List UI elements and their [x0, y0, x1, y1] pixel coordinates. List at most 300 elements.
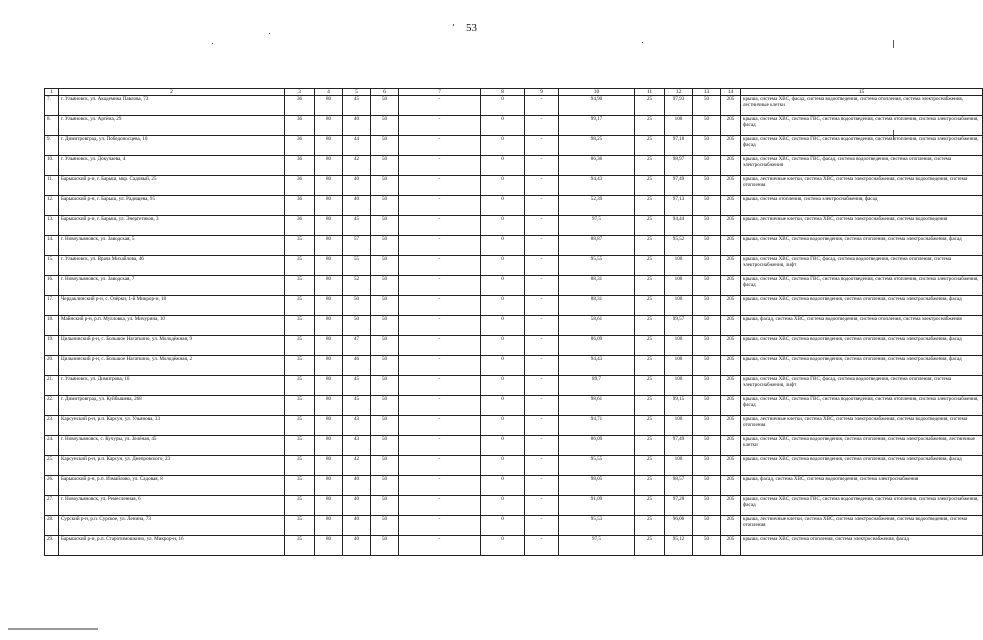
cell-addr: г. Новоульяновск, ул. Заводская, 7	[59, 276, 285, 296]
header-cell: 2	[59, 89, 285, 96]
cell-n: 18.	[45, 316, 59, 336]
cell-c8: 0	[481, 476, 525, 496]
cell-c11: 25	[635, 336, 665, 356]
cell-c4: 80	[315, 496, 343, 516]
header-cell: 3	[285, 89, 315, 96]
cell-works: крыша, система ХВС, система водоотведения, система отопления, система электроснабжения, лестничные клетки	[741, 436, 983, 456]
cell-c4: 80	[315, 316, 343, 336]
cell-c11: 25	[635, 476, 665, 496]
cell-c9: -	[525, 376, 559, 396]
cell-c11: 25	[635, 116, 665, 136]
cell-c3: 36	[285, 176, 315, 196]
cell-c8: 0	[481, 416, 525, 436]
cell-c10: 58,61	[559, 316, 635, 336]
cell-c11: 25	[635, 396, 665, 416]
cell-c4: 80	[315, 336, 343, 356]
cell-n: 16.	[45, 276, 59, 296]
cell-c13: 50	[693, 96, 721, 116]
cell-n: 29.	[45, 536, 59, 556]
header-cell: 4	[315, 89, 343, 96]
cell-c6: 50	[371, 496, 399, 516]
cell-c6: 50	[371, 316, 399, 336]
cell-c8: 0	[481, 396, 525, 416]
cell-c6: 50	[371, 416, 399, 436]
cell-c4: 80	[315, 416, 343, 436]
cell-works: крыша, система ХВС, система водоотведения, система отопления, система электроснабжения, фасад	[741, 236, 983, 256]
cell-c12: 100	[665, 276, 693, 296]
cell-c8: 0	[481, 536, 525, 556]
header-cell: 5	[343, 89, 371, 96]
cell-c4: 80	[315, 216, 343, 236]
cell-c7: -	[399, 116, 481, 136]
cell-c13: 50	[693, 536, 721, 556]
cell-c10: 91,09	[559, 496, 635, 516]
cell-c6: 50	[371, 516, 399, 536]
register-table	[44, 88, 983, 556]
cell-c7: -	[399, 96, 481, 116]
cell-c12: 96,06	[665, 516, 693, 536]
cell-c12: 98,57	[665, 476, 693, 496]
cell-c9: -	[525, 216, 559, 236]
table-row	[45, 236, 983, 256]
cell-n: 21.	[45, 376, 59, 396]
cell-c12: 100	[665, 356, 693, 376]
cell-c7: -	[399, 376, 481, 396]
cell-c9: -	[525, 276, 559, 296]
cell-c13: 50	[693, 136, 721, 156]
cell-c12: 100	[665, 296, 693, 316]
cell-c10: 94,71	[559, 416, 635, 436]
cell-c8: 0	[481, 196, 525, 216]
cell-c5: 42	[343, 456, 371, 476]
cell-addr: Барышский р-н, р.п. Измайлово, ул. Садовая, 8	[59, 476, 285, 496]
cell-c3: 35	[285, 436, 315, 456]
cell-c8: 0	[481, 356, 525, 376]
cell-c12: 97,28	[665, 496, 693, 516]
cell-c12: 97,13	[665, 196, 693, 216]
header-cell: 8	[481, 89, 525, 96]
cell-c11: 25	[635, 436, 665, 456]
table-row	[45, 336, 983, 356]
cell-addr: г. Новоульяновск, с. Кучуры, ул. Зелёная, 45	[59, 436, 285, 456]
cell-c3: 35	[285, 256, 315, 276]
header-cell: 7	[399, 89, 481, 96]
cell-c3: 35	[285, 296, 315, 316]
cell-n: 17.	[45, 296, 59, 316]
cell-c13: 50	[693, 476, 721, 496]
cell-c5: 40	[343, 196, 371, 216]
cell-c5: 50	[343, 296, 371, 316]
cell-c7: -	[399, 196, 481, 216]
cell-c10: 86,09	[559, 436, 635, 456]
cell-c6: 50	[371, 296, 399, 316]
table-row	[45, 216, 983, 236]
cell-c11: 25	[635, 496, 665, 516]
cell-c6: 50	[371, 376, 399, 396]
cell-c11: 25	[635, 376, 665, 396]
cell-works: крыша, система ХВС, система водоотведения, система отопления, система электроснабжения, фасад	[741, 296, 983, 316]
table-row	[45, 96, 983, 116]
cell-c14: 205	[721, 276, 741, 296]
cell-addr: г. Ульяновск, ул. Артёма, 29	[59, 116, 285, 136]
cell-c3: 35	[285, 456, 315, 476]
cell-c5: 43	[343, 436, 371, 456]
cell-c4: 80	[315, 256, 343, 276]
cell-c10: 88,31	[559, 276, 635, 296]
cell-c9: -	[525, 496, 559, 516]
cell-c7: -	[399, 416, 481, 436]
cell-c5: 55	[343, 256, 371, 276]
cell-c14: 205	[721, 496, 741, 516]
cell-n: 12.	[45, 196, 59, 216]
cell-c8: 0	[481, 276, 525, 296]
cell-c4: 80	[315, 136, 343, 156]
cell-c3: 35	[285, 516, 315, 536]
cell-c6: 50	[371, 196, 399, 216]
cell-c14: 205	[721, 416, 741, 436]
cell-c12: 100	[665, 376, 693, 396]
cell-c6: 50	[371, 176, 399, 196]
cell-c9: -	[525, 416, 559, 436]
cell-c11: 25	[635, 136, 665, 156]
cell-c11: 25	[635, 356, 665, 376]
cell-c3: 36	[285, 196, 315, 216]
cell-works: крыша, система ХВС, система ГВС, фасад, система водоотведения, система отопления, система электроснабжения	[741, 156, 983, 176]
cell-c11: 25	[635, 276, 665, 296]
cell-c11: 25	[635, 456, 665, 476]
cell-c14: 205	[721, 296, 741, 316]
cell-c13: 50	[693, 296, 721, 316]
cell-c9: -	[525, 516, 559, 536]
cell-c10: 86,36	[559, 156, 635, 176]
cell-c3: 36	[285, 116, 315, 136]
cell-addr: г. Ульяновск, ул. Димитрова, 10	[59, 376, 285, 396]
cell-c13: 50	[693, 196, 721, 216]
cell-c12: 97,49	[665, 436, 693, 456]
cell-c11: 25	[635, 296, 665, 316]
cell-c7: -	[399, 516, 481, 536]
cell-c14: 205	[721, 116, 741, 136]
cell-c11: 25	[635, 156, 665, 176]
cell-c12: 99,15	[665, 396, 693, 416]
cell-works: крыша, фасад, система ХВС, система водоотведения, система отопления, система электроснабжения	[741, 316, 983, 336]
cell-c12: 97,93	[665, 96, 693, 116]
cell-c10: 98,05	[559, 476, 635, 496]
cell-c12: 97,18	[665, 136, 693, 156]
cell-addr: Карсунский р-н, р.п. Карсун, ул. Днепровского, 23	[59, 456, 285, 476]
cell-c4: 80	[315, 356, 343, 376]
cell-c5: 45	[343, 376, 371, 396]
table-row	[45, 416, 983, 436]
cell-c3: 35	[285, 356, 315, 376]
cell-c11: 25	[635, 196, 665, 216]
cell-n: 8.	[45, 116, 59, 136]
table-row	[45, 316, 983, 336]
cell-works: крыша, система ХВС, система ГВС, система водоотведения, система отопления, система электроснабжения, фасад	[741, 116, 983, 136]
cell-c3: 35	[285, 316, 315, 336]
cell-c4: 80	[315, 516, 343, 536]
cell-c11: 25	[635, 176, 665, 196]
cell-c9: -	[525, 476, 559, 496]
cell-c14: 205	[721, 236, 741, 256]
cell-n: 9.	[45, 136, 59, 156]
cell-c11: 25	[635, 316, 665, 336]
cell-c5: 44	[343, 136, 371, 156]
cell-c14: 205	[721, 96, 741, 116]
cell-c14: 205	[721, 516, 741, 536]
cell-c5: 43	[343, 416, 371, 436]
cell-works: крыша, система ХВС, система водоотведения, система отопления, система электроснабжения, фасад	[741, 356, 983, 376]
cell-c8: 0	[481, 236, 525, 256]
cell-c4: 80	[315, 296, 343, 316]
cell-n: 28.	[45, 516, 59, 536]
cell-c3: 35	[285, 376, 315, 396]
cell-c5: 40	[343, 536, 371, 556]
cell-c13: 50	[693, 356, 721, 376]
cell-c3: 35	[285, 476, 315, 496]
cell-c5: 50	[343, 316, 371, 336]
cell-c11: 25	[635, 256, 665, 276]
cell-n: 27.	[45, 496, 59, 516]
cell-c8: 0	[481, 136, 525, 156]
cell-addr: Чердаклинский р-н, с. Озёрки, 1-й Микрор-н, 18	[59, 296, 285, 316]
cell-c3: 35	[285, 276, 315, 296]
cell-c4: 80	[315, 456, 343, 476]
cell-c5: 40	[343, 496, 371, 516]
cell-c7: -	[399, 136, 481, 156]
cell-c10: 89,7	[559, 376, 635, 396]
cell-c14: 205	[721, 336, 741, 356]
cell-c5: 45	[343, 96, 371, 116]
table-row	[45, 476, 983, 496]
cell-c14: 205	[721, 476, 741, 496]
cell-works: крыша, система ХВС, система водоотведения, система отопления, система электроснабжения, фасад	[741, 456, 983, 476]
header-cell: 12	[665, 89, 693, 96]
cell-c13: 50	[693, 216, 721, 236]
table-row	[45, 456, 983, 476]
cell-c6: 50	[371, 456, 399, 476]
cell-c3: 36	[285, 96, 315, 116]
cell-c9: -	[525, 136, 559, 156]
cell-c6: 50	[371, 136, 399, 156]
cell-works: крыша, система ХВС, система ГВС, система водоотведения, система отопления, система электроснабжения, фасад	[741, 136, 983, 156]
cell-c11: 25	[635, 416, 665, 436]
cell-c7: -	[399, 496, 481, 516]
table-row	[45, 176, 983, 196]
cell-c14: 205	[721, 256, 741, 276]
header-cell: 15	[741, 89, 983, 96]
cell-c6: 50	[371, 356, 399, 376]
cell-c5: 40	[343, 516, 371, 536]
cell-c6: 50	[371, 116, 399, 136]
cell-c9: -	[525, 196, 559, 216]
table-row	[45, 116, 983, 136]
cell-c12: 100	[665, 416, 693, 436]
cell-c13: 50	[693, 156, 721, 176]
cell-c3: 35	[285, 536, 315, 556]
cell-works: крыша, система ХВС, система ГВС, система водоотведения, система отопления, система электроснабжения, фасад	[741, 396, 983, 416]
cell-c7: -	[399, 296, 481, 316]
cell-c8: 0	[481, 176, 525, 196]
cell-c4: 80	[315, 196, 343, 216]
table-row	[45, 376, 983, 396]
cell-c6: 50	[371, 476, 399, 496]
cell-c9: -	[525, 176, 559, 196]
cell-c9: -	[525, 256, 559, 276]
cell-c5: 40	[343, 476, 371, 496]
cell-c9: -	[525, 96, 559, 116]
table-row	[45, 356, 983, 376]
cell-c8: 0	[481, 376, 525, 396]
cell-n: 11.	[45, 176, 59, 196]
cell-c6: 50	[371, 436, 399, 456]
cell-c8: 0	[481, 216, 525, 236]
cell-c8: 0	[481, 256, 525, 276]
cell-c7: -	[399, 256, 481, 276]
cell-c5: 40	[343, 176, 371, 196]
cell-c4: 80	[315, 396, 343, 416]
cell-c7: -	[399, 316, 481, 336]
cell-c7: -	[399, 236, 481, 256]
header-cell: 6	[371, 89, 399, 96]
table-row	[45, 156, 983, 176]
cell-c3: 36	[285, 216, 315, 236]
cell-c10: 95,53	[559, 516, 635, 536]
scan-mark	[269, 33, 270, 34]
cell-c8: 0	[481, 516, 525, 536]
cell-works: крыша, фасад, система ХВС, система водоотведения, система электроснабжения	[741, 476, 983, 496]
header-row	[45, 89, 983, 96]
cell-c10: 97,5	[559, 536, 635, 556]
scan-edge-mark	[8, 628, 98, 630]
cell-c12: 97,49	[665, 176, 693, 196]
cell-c9: -	[525, 336, 559, 356]
cell-c6: 50	[371, 276, 399, 296]
cell-c8: 0	[481, 296, 525, 316]
cell-c14: 205	[721, 456, 741, 476]
cell-c13: 50	[693, 436, 721, 456]
cell-c14: 205	[721, 216, 741, 236]
cell-c12: 98,97	[665, 156, 693, 176]
header-cell: 10	[559, 89, 635, 96]
cell-c10: 95,55	[559, 256, 635, 276]
cell-works: крыша, лестничные клетки, система ХВС, система электроснабжения, система водоотведения	[741, 216, 983, 236]
cell-c4: 80	[315, 536, 343, 556]
cell-c5: 57	[343, 236, 371, 256]
cell-c13: 50	[693, 516, 721, 536]
cell-c14: 205	[721, 316, 741, 336]
cell-n: 15.	[45, 256, 59, 276]
cell-c13: 50	[693, 276, 721, 296]
cell-c6: 50	[371, 236, 399, 256]
table-row	[45, 396, 983, 416]
cell-c10: 97,5	[559, 216, 635, 236]
cell-c5: 45	[343, 396, 371, 416]
table-row	[45, 296, 983, 316]
cell-c14: 205	[721, 136, 741, 156]
cell-c13: 50	[693, 496, 721, 516]
cell-addr: Карсунский р-н, р.п. Карсун, ул. Ульянова, 33	[59, 416, 285, 436]
cell-addr: Барышский р-н, р.п. Старотимошкино, ул. Микрор-н, 16	[59, 536, 285, 556]
cell-c6: 50	[371, 216, 399, 236]
cell-c5: 46	[343, 356, 371, 376]
cell-n: 19.	[45, 336, 59, 356]
cell-c3: 35	[285, 336, 315, 356]
cell-c9: -	[525, 236, 559, 256]
cell-c4: 80	[315, 176, 343, 196]
header-cell: 9	[525, 89, 559, 96]
cell-c9: -	[525, 536, 559, 556]
scan-mark	[893, 40, 894, 48]
cell-c6: 50	[371, 256, 399, 276]
cell-c4: 80	[315, 116, 343, 136]
cell-c13: 50	[693, 176, 721, 196]
cell-c12: 100	[665, 336, 693, 356]
table-row	[45, 436, 983, 456]
cell-c6: 50	[371, 536, 399, 556]
cell-works: крыша, система ХВС, система ГВС, система водоотведения, система отопления, система электроснабжения, фасад	[741, 276, 983, 296]
cell-c8: 0	[481, 496, 525, 516]
cell-c5: 40	[343, 116, 371, 136]
cell-c14: 205	[721, 156, 741, 176]
cell-c4: 80	[315, 156, 343, 176]
cell-c9: -	[525, 156, 559, 176]
cell-c8: 0	[481, 456, 525, 476]
cell-c7: -	[399, 216, 481, 236]
cell-c7: -	[399, 396, 481, 416]
scan-mark	[642, 42, 643, 43]
cell-works: крыша, система отопления, система электроснабжения, фасад	[741, 196, 983, 216]
cell-c4: 80	[315, 276, 343, 296]
cell-c8: 0	[481, 156, 525, 176]
cell-n: 24.	[45, 436, 59, 456]
page-number: 53	[466, 22, 477, 34]
cell-addr: Цильнинский р-н, с. Большое Нагаткино, ул. Молодёжная, 2	[59, 356, 285, 376]
cell-c9: -	[525, 436, 559, 456]
cell-n: 25.	[45, 456, 59, 476]
cell-works: крыша, лестничные клетки, система ХВС, система электроснабжения, система водоотведения, система отопления	[741, 416, 983, 436]
scan-mark	[212, 43, 213, 44]
cell-works: крыша, система ХВС, фасад, система водоотведения, система отопления, система электроснабжения, лестничные клетки	[741, 96, 983, 116]
cell-addr: Сурский р-н, р.п. Сурское, ул. Ленина, 73	[59, 516, 285, 536]
cell-c6: 50	[371, 336, 399, 356]
cell-c12: 100	[665, 456, 693, 476]
cell-c3: 36	[285, 156, 315, 176]
cell-c12: 100	[665, 116, 693, 136]
cell-c5: 47	[343, 336, 371, 356]
cell-c14: 205	[721, 196, 741, 216]
cell-c9: -	[525, 316, 559, 336]
cell-c7: -	[399, 476, 481, 496]
cell-c3: 35	[285, 236, 315, 256]
cell-c12: 95,52	[665, 236, 693, 256]
cell-c8: 0	[481, 116, 525, 136]
header-cell: 13	[693, 89, 721, 96]
cell-c13: 50	[693, 116, 721, 136]
cell-c12: 99,57	[665, 316, 693, 336]
cell-c4: 80	[315, 376, 343, 396]
cell-c10: 88,87	[559, 236, 635, 256]
cell-c12: 100	[665, 256, 693, 276]
cell-addr: г. Димитровград, ул. Куйбышева, 268	[59, 396, 285, 416]
cell-c5: 52	[343, 276, 371, 296]
cell-c3: 35	[285, 416, 315, 436]
cell-addr: Барышский р-н, г. Барыш, мкр. Садовый, 25	[59, 176, 285, 196]
cell-c8: 0	[481, 316, 525, 336]
cell-c10: 99,17	[559, 116, 635, 136]
cell-c10: 94,43	[559, 356, 635, 376]
cell-c9: -	[525, 116, 559, 136]
